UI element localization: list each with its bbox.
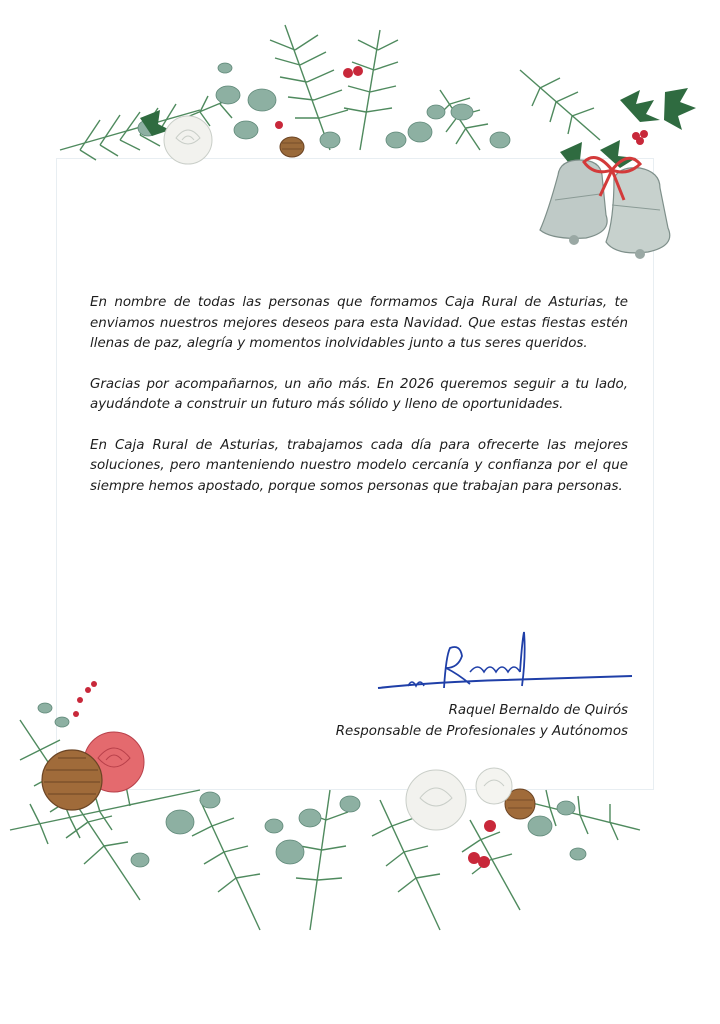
white-rose	[406, 768, 512, 830]
signer-block	[336, 700, 628, 742]
signer-role: Responsable de Profesionales y Autónomos	[335, 724, 628, 739]
letter-paragraph: Gracias por acompañarnos, un año más. En 2026 queremos seguir a tu lado, ayudándote a construir un futuro más sólido y lleno de oportunidades.	[90, 376, 628, 412]
signer-name: Raquel Bernaldo de Quirós	[448, 703, 628, 718]
handwritten-signature	[374, 626, 636, 698]
letter-paragraph: En nombre de todas las personas que formamos Caja Rural de Asturias, te enviamos nuestros mejores deseos para esta Navidad. Que estas fiestas estén llenas de paz, alegría y momentos inolvidables junto a tus seres queridos.	[90, 295, 628, 351]
letter-paragraph: En Caja Rural de Asturias, trabajamos cada día para ofrecerte las mejores soluciones, pero manteniendo nuestro modelo cercanía y confianza por el que siempre hemos apostado, porque somos personas que trabajan para personas.	[90, 437, 628, 494]
letter-body	[90, 293, 628, 517]
